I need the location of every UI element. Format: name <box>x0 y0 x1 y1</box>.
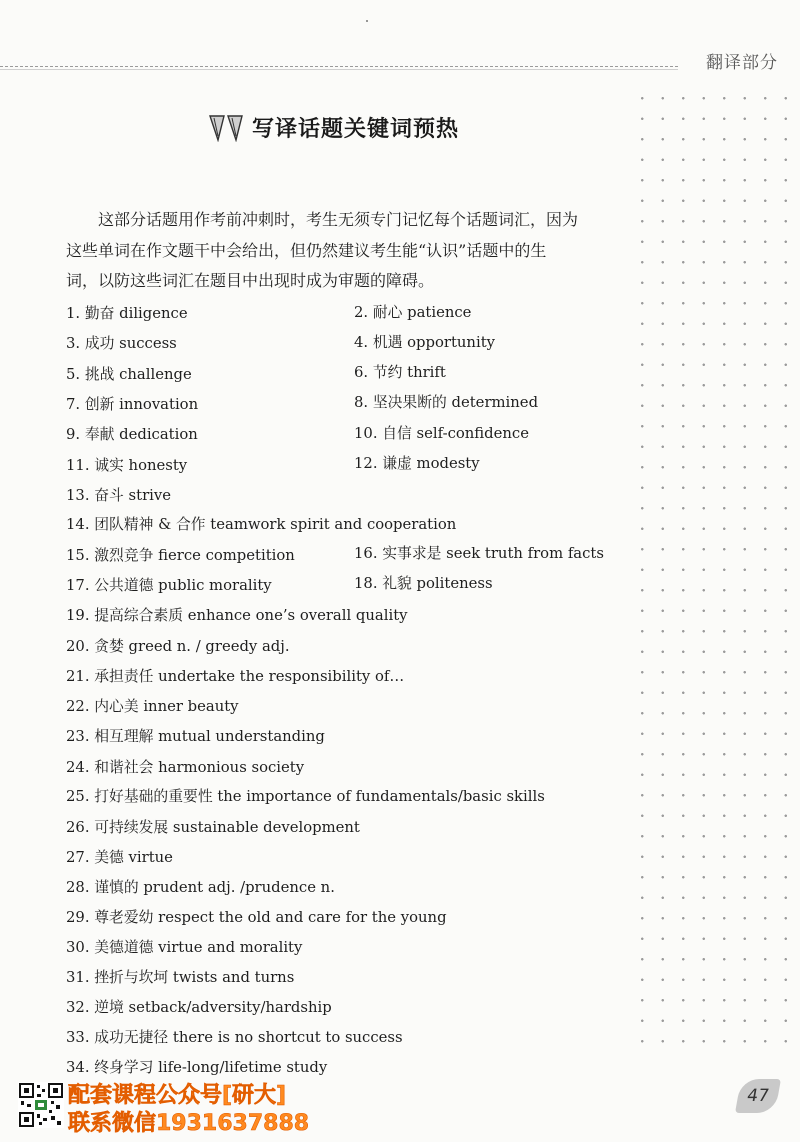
list-item: 20. 贪婪 greed n. / greedy adj. <box>66 638 290 655</box>
list-item: 22. 内心美 inner beauty <box>66 698 239 715</box>
list-item: 16. 实事求是 seek truth from facts <box>354 545 604 562</box>
header-rule <box>0 66 678 67</box>
list-item: 7. 创新 innovation <box>66 396 199 413</box>
list-item: 34. 终身学习 life-long/lifetime study <box>66 1059 328 1076</box>
section-label: 翻译部分 <box>706 53 778 73</box>
list-item: 19. 提高综合素质 enhance one’s overall quality <box>66 607 408 624</box>
list-item: 15. 激烈竞争 fierce competition <box>66 547 295 564</box>
list-item: 31. 挫折与坎坷 twists and turns <box>66 969 295 986</box>
page-title: 写译话题关键词预热 <box>252 115 460 142</box>
list-item: 17. 公共道德 public morality <box>66 577 272 594</box>
promo-line-course: 配套课程公众号[研大] <box>68 1083 287 1108</box>
list-item: 10. 自信 self-confidence <box>354 425 529 442</box>
list-item: 27. 美德 virtue <box>66 849 173 866</box>
list-item: 23. 相互理解 mutual understanding <box>66 728 325 745</box>
double-cone-icon <box>208 112 248 142</box>
list-item: 18. 礼貌 politeness <box>354 575 493 592</box>
list-item: 11. 诚实 honesty <box>66 457 188 474</box>
page-number: 47 <box>735 1079 781 1113</box>
dotted-margin <box>628 84 796 1060</box>
list-item: 32. 逆境 setback/adversity/hardship <box>66 999 332 1016</box>
list-item: 33. 成功无捷径 there is no shortcut to success <box>66 1029 403 1046</box>
list-item: 4. 机遇 opportunity <box>354 334 495 351</box>
intro-line: 这部分话题用作考前冲刺时，考生无须专门记忆每个话题词汇，因为 <box>98 210 579 229</box>
header-rule-secondary <box>0 69 678 70</box>
title-block <box>208 108 459 146</box>
list-item: 26. 可持续发展 sustainable development <box>66 819 360 836</box>
intro-paragraph <box>66 205 622 297</box>
list-item: 8. 坚决果断的 determined <box>354 394 539 411</box>
list-item: 2. 耐心 patience <box>354 304 472 321</box>
qr-code-icon[interactable] <box>18 1082 64 1128</box>
list-item: 30. 美德道德 virtue and morality <box>66 939 303 956</box>
list-item: 1. 勤奋 diligence <box>66 305 188 322</box>
intro-line: 这些单词在作文题干中会给出，但仍然建议考生能“认识”话题中的生 <box>66 240 547 260</box>
list-item: 12. 谦虚 modesty <box>354 455 480 472</box>
list-item: 6. 节约 thrift <box>354 364 446 381</box>
list-item: 21. 承担责任 undertake the responsibility of… <box>66 668 405 685</box>
list-item: 29. 尊老爱幼 respect the old and care for the young <box>66 909 447 926</box>
list-item: 3. 成功 success <box>66 335 177 352</box>
list-item: 24. 和谐社会 harmonious society <box>66 759 305 776</box>
list-item: 5. 挑战 challenge <box>66 366 192 383</box>
promo-line-wechat: 联系微信1931637888 <box>68 1111 310 1136</box>
list-item: 14. 团队精神 & 合作 teamwork spirit and cooperation <box>66 516 457 533</box>
list-item: 13. 奋斗 strive <box>66 487 171 504</box>
list-item: 25. 打好基础的重要性 the importance of fundamentals/basic skills <box>66 788 545 805</box>
intro-line: 词，以防这些词汇在题目中出现时成为审题的障碍。 <box>66 271 435 290</box>
scan-speck <box>366 20 368 22</box>
list-item: 9. 奉献 dedication <box>66 426 198 443</box>
list-item: 28. 谨慎的 prudent adj. /prudence n. <box>66 879 335 896</box>
